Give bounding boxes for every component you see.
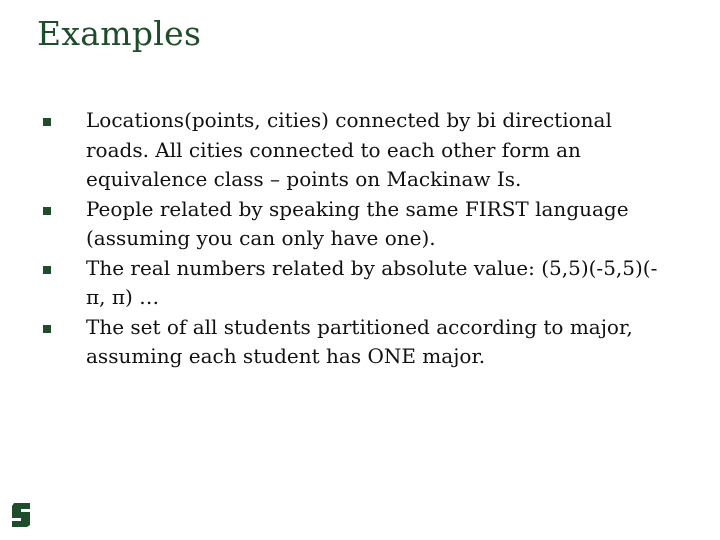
square-bullet-icon (43, 118, 51, 126)
square-bullet-icon (43, 207, 51, 215)
bullet-text-line: π, π) … (86, 285, 160, 309)
bullet-text-line: equivalence class – points on Mackinaw Is. (86, 167, 522, 191)
square-bullet-icon (43, 266, 51, 274)
bullet-item (40, 195, 650, 254)
bullet-item (40, 254, 658, 313)
bullet-text-line: The real numbers related by absolute value: (5,5)(-5,5)(- (86, 255, 658, 280)
bullet-item (40, 313, 650, 372)
bullet-text-line: assuming each student has ONE major. (86, 344, 486, 368)
bullet-text-line: The set of all students partitioned according to major, (86, 314, 633, 339)
bullet-list (40, 106, 658, 372)
bullet-text-line: People related by speaking the same FIRST language (86, 196, 629, 221)
bullet-item (40, 106, 650, 195)
bullet-text-line: roads. All cities connected to each other form an (86, 137, 581, 162)
square-bullet-icon (43, 325, 51, 333)
bullet-text-line: Locations(points, cities) connected by bi directional (86, 108, 612, 132)
msu-spartan-s-logo-icon (9, 502, 33, 528)
slide-title: Examples (37, 14, 202, 53)
bullet-text-line: (assuming you can only have one). (86, 226, 436, 250)
